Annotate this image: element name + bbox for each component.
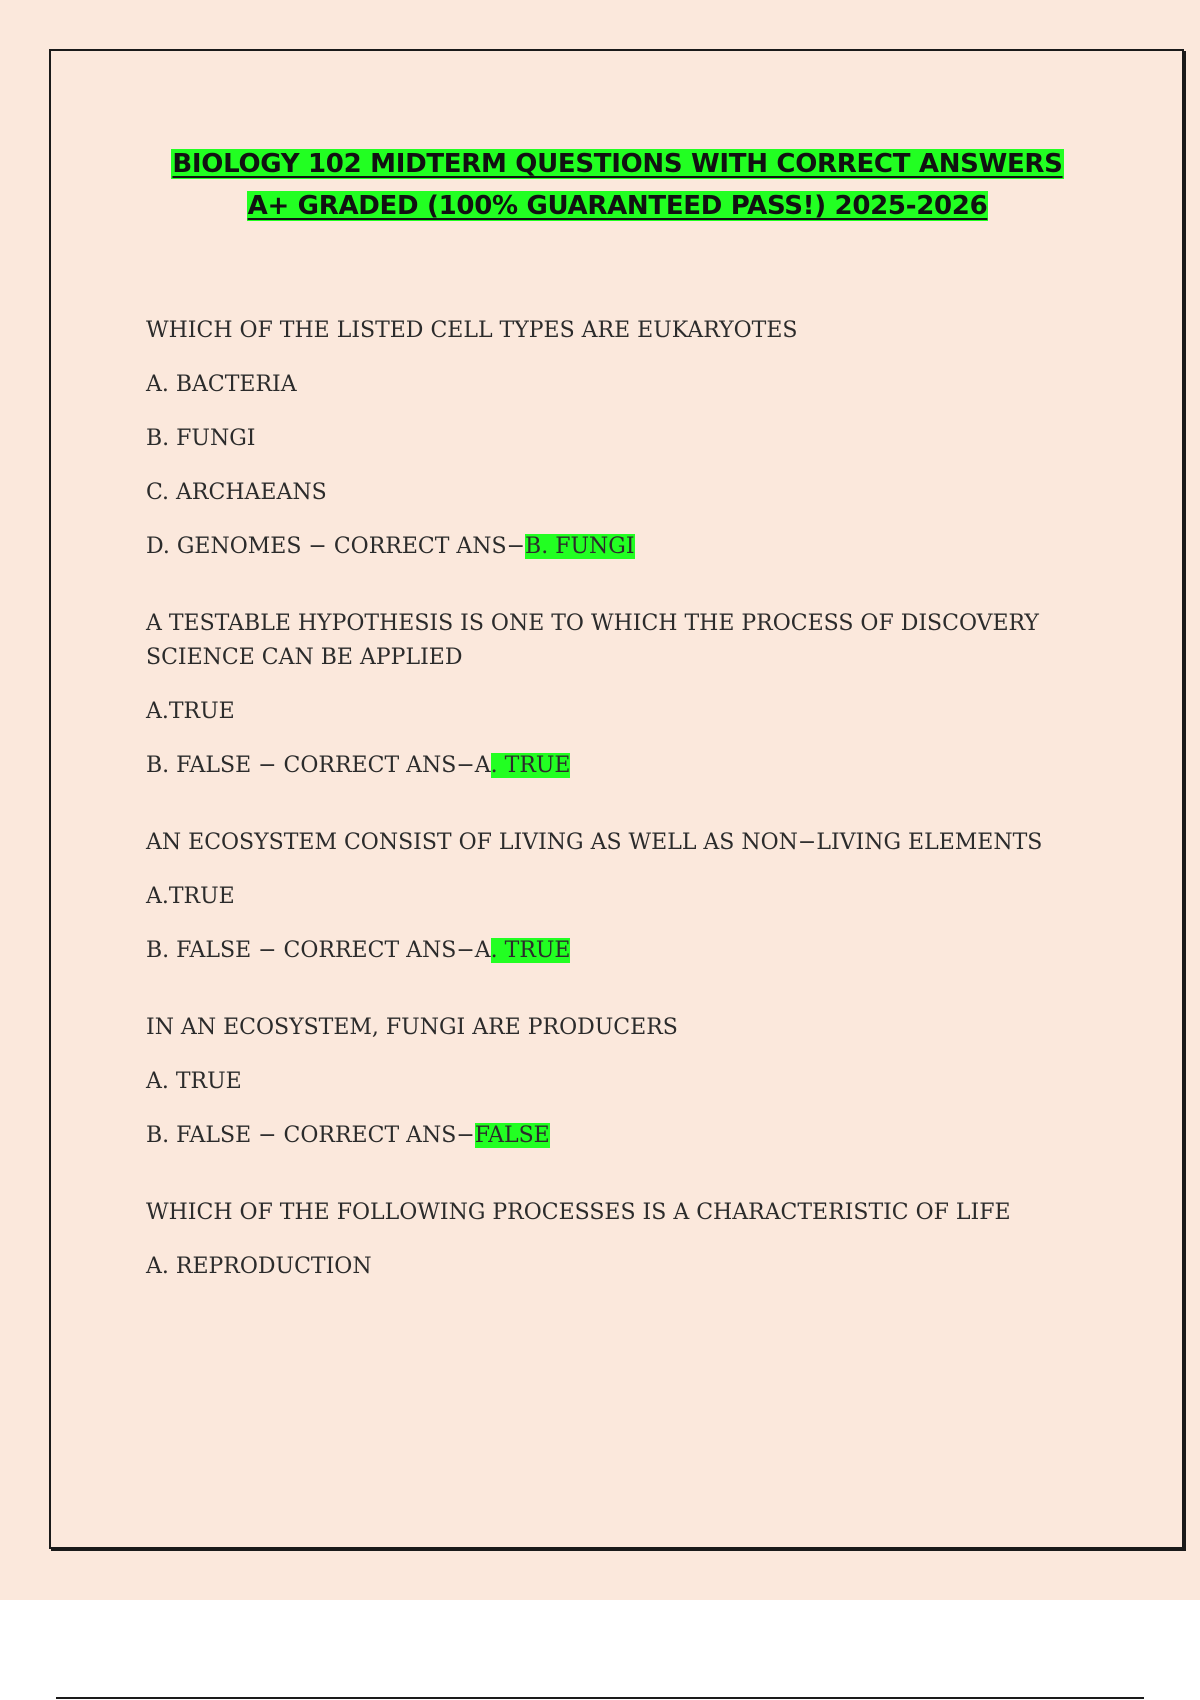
footer-divider (56, 1697, 1144, 1699)
question-block (146, 826, 1096, 968)
correct-answer-highlight: . TRUE (490, 938, 571, 963)
question-block (146, 314, 1096, 564)
question-list (146, 314, 1096, 1327)
correct-answer-highlight: B. FUNGI (525, 534, 635, 559)
option-label: B. FALSE − CORRECT ANS−A (146, 753, 491, 778)
answer-option: C. ARCHAEANS (146, 480, 327, 505)
correct-answer-highlight: . TRUE (490, 753, 571, 778)
answer-option-with-correct-answer (146, 749, 1096, 783)
answer-option: A. REPRODUCTION (146, 1254, 372, 1279)
answer-option: A.TRUE (146, 699, 235, 724)
answer-option: B. FUNGI (146, 426, 256, 451)
answer-option-with-correct-answer (146, 530, 1096, 564)
answer-option: A.TRUE (146, 884, 235, 909)
option-label: B. FALSE − CORRECT ANS−A (146, 938, 491, 963)
answer-option: A. BACTERIA (146, 372, 297, 397)
option-label: D. GENOMES − CORRECT ANS− (146, 534, 526, 559)
option-label: B. FALSE − CORRECT ANS− (146, 1123, 475, 1148)
question-block (146, 607, 1096, 783)
question-block (146, 1011, 1096, 1153)
correct-answer-highlight: FALSE (474, 1123, 550, 1148)
question-text: AN ECOSYSTEM CONSIST OF LIVING AS WELL AS NON−LIVING ELEMENTS (146, 830, 1043, 855)
document-title (100, 143, 1135, 227)
question-text: WHICH OF THE LISTED CELL TYPES ARE EUKARYOTES (146, 318, 798, 343)
title-line-1: BIOLOGY 102 MIDTERM QUESTIONS WITH CORRECT ANSWERS (172, 149, 1063, 179)
question-text: IN AN ECOSYSTEM, FUNGI ARE PRODUCERS (146, 1015, 678, 1040)
title-line-2: A+ GRADED (100% GUARANTEED PASS!) 2025-2026 (247, 191, 988, 221)
question-block (146, 1196, 1096, 1284)
answer-option-with-correct-answer (146, 1119, 1096, 1153)
question-text: A TESTABLE HYPOTHESIS IS ONE TO WHICH THE PROCESS OF DISCOVERY SCIENCE CAN BE APPLIED (146, 611, 1039, 670)
question-text: WHICH OF THE FOLLOWING PROCESSES IS A CHARACTERISTIC OF LIFE (146, 1200, 1011, 1225)
answer-option: A. TRUE (146, 1069, 242, 1094)
answer-option-with-correct-answer (146, 934, 1096, 968)
